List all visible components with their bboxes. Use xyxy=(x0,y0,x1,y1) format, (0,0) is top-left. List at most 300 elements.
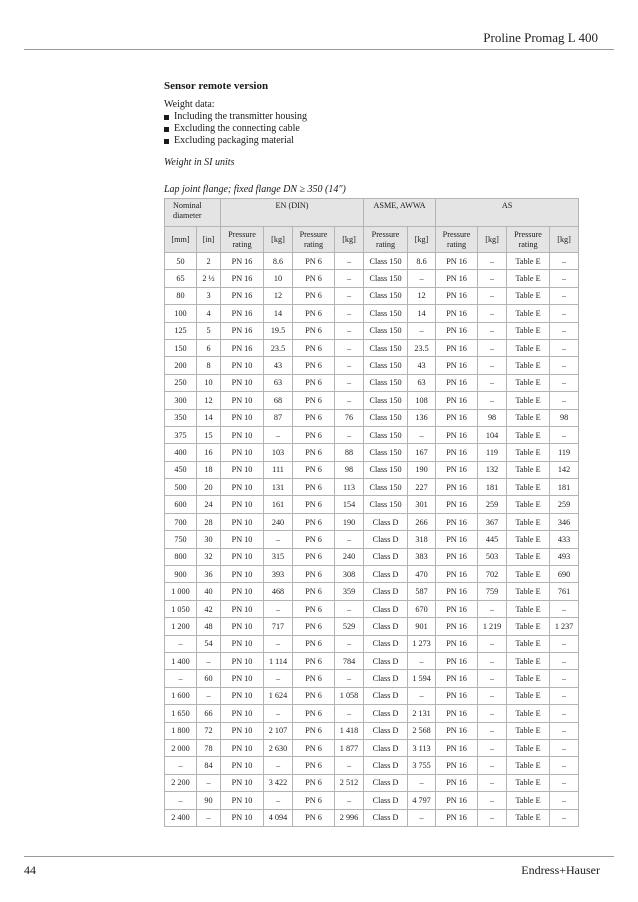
table-cell: PN 10 xyxy=(221,531,264,548)
table-cell: Table E xyxy=(507,409,550,426)
table-cell: 131 xyxy=(264,479,293,496)
table-cell: PN 16 xyxy=(436,444,478,461)
table-cell: 2 996 xyxy=(335,809,364,826)
header-en-din: EN (DIN) xyxy=(221,199,364,227)
table-cell: 76 xyxy=(335,409,364,426)
main-content xyxy=(164,80,578,827)
table-row xyxy=(165,809,579,826)
table-cell: – xyxy=(335,670,364,687)
table-cell: 1 200 xyxy=(165,618,197,635)
table-cell: 43 xyxy=(408,357,436,374)
table-cell: PN 6 xyxy=(293,357,335,374)
table-cell: 104 xyxy=(478,426,507,443)
table-cell: Class D xyxy=(364,635,408,652)
table-cell: 65 xyxy=(165,270,197,287)
table-cell: – xyxy=(478,305,507,322)
table-cell: Class 150 xyxy=(364,357,408,374)
bullet-item: Excluding packaging material xyxy=(164,135,578,147)
table-cell: 761 xyxy=(550,583,579,600)
table-cell: 6 xyxy=(197,339,221,356)
table-cell: – xyxy=(197,652,221,669)
table-cell: 2 131 xyxy=(408,705,436,722)
table-cell: 670 xyxy=(408,600,436,617)
table-cell: 400 xyxy=(165,444,197,461)
table-cell: PN 10 xyxy=(221,479,264,496)
table-cell: PN 6 xyxy=(293,409,335,426)
column-header: Pressure rating xyxy=(364,227,408,253)
table-cell: PN 16 xyxy=(436,479,478,496)
table-cell: 16 xyxy=(197,444,221,461)
table-cell: – xyxy=(478,739,507,756)
table-cell: PN 6 xyxy=(293,583,335,600)
table-cell: Class D xyxy=(364,583,408,600)
table-cell: 66 xyxy=(197,705,221,722)
table-cell: 1 114 xyxy=(264,652,293,669)
table-cell: 2 ½ xyxy=(197,270,221,287)
table-cell: Table E xyxy=(507,461,550,478)
table-cell: Table E xyxy=(507,531,550,548)
table-cell: PN 6 xyxy=(293,444,335,461)
table-cell: 5 xyxy=(197,322,221,339)
table-cell: – xyxy=(478,687,507,704)
table-cell: – xyxy=(408,270,436,287)
table-cell: 3 422 xyxy=(264,774,293,791)
table-cell: PN 6 xyxy=(293,270,335,287)
table-cell: Table E xyxy=(507,357,550,374)
table-cell: – xyxy=(550,705,579,722)
table-row xyxy=(165,705,579,722)
table-row xyxy=(165,496,579,513)
table-cell: – xyxy=(478,635,507,652)
table-cell: Class D xyxy=(364,687,408,704)
table-cell: 700 xyxy=(165,513,197,530)
table-cell: 2 xyxy=(197,253,221,270)
table-cell: – xyxy=(165,757,197,774)
table-row xyxy=(165,322,579,339)
table-cell: 10 xyxy=(264,270,293,287)
table-cell: PN 16 xyxy=(436,426,478,443)
table-cell: 240 xyxy=(264,513,293,530)
column-header: Pressure rating xyxy=(436,227,478,253)
table-cell: PN 16 xyxy=(436,409,478,426)
table-cell: Table E xyxy=(507,426,550,443)
table-cell: 119 xyxy=(550,444,579,461)
table-cell: 2 400 xyxy=(165,809,197,826)
table-row xyxy=(165,566,579,583)
table-cell: 150 xyxy=(165,339,197,356)
table-cell: – xyxy=(478,757,507,774)
table-cell: Class 150 xyxy=(364,426,408,443)
table-cell: 14 xyxy=(197,409,221,426)
table-cell: – xyxy=(550,635,579,652)
table-cell: 142 xyxy=(550,461,579,478)
table-cell: Class 150 xyxy=(364,479,408,496)
table-cell: – xyxy=(550,339,579,356)
table-cell: PN 16 xyxy=(436,722,478,739)
table-cell: 10 xyxy=(197,374,221,391)
table-cell: – xyxy=(550,253,579,270)
table-cell: 19.5 xyxy=(264,322,293,339)
table-cell: 113 xyxy=(335,479,364,496)
table-row xyxy=(165,444,579,461)
table-cell: PN 16 xyxy=(436,687,478,704)
table-cell: PN 16 xyxy=(221,322,264,339)
table-cell: – xyxy=(335,305,364,322)
table-cell: 84 xyxy=(197,757,221,774)
table-cell: 375 xyxy=(165,426,197,443)
table-cell: Class D xyxy=(364,705,408,722)
table-cell: Table E xyxy=(507,287,550,304)
header-asme-awwa: ASME, AWWA xyxy=(364,199,436,227)
table-cell: PN 16 xyxy=(436,253,478,270)
table-cell: Class D xyxy=(364,809,408,826)
table-cell: Class D xyxy=(364,618,408,635)
table-cell: 43 xyxy=(264,357,293,374)
table-row xyxy=(165,531,579,548)
table-cell: 600 xyxy=(165,496,197,513)
table-cell: 300 xyxy=(165,392,197,409)
table-cell: 503 xyxy=(478,548,507,565)
table-cell: 367 xyxy=(478,513,507,530)
table-cell: 702 xyxy=(478,566,507,583)
table-cell: Class 150 xyxy=(364,270,408,287)
table-cell: PN 16 xyxy=(436,809,478,826)
table-cell: PN 16 xyxy=(436,531,478,548)
table-cell: 98 xyxy=(335,461,364,478)
table-cell: 350 xyxy=(165,409,197,426)
table-cell: PN 16 xyxy=(436,287,478,304)
table-cell: – xyxy=(478,705,507,722)
page-number: 44 xyxy=(24,863,36,877)
table-cell: 72 xyxy=(197,722,221,739)
column-header: [kg] xyxy=(335,227,364,253)
table-row xyxy=(165,479,579,496)
table-cell: Class 150 xyxy=(364,339,408,356)
table-cell: 154 xyxy=(335,496,364,513)
table-cell: PN 10 xyxy=(221,513,264,530)
table-row xyxy=(165,583,579,600)
table-cell: – xyxy=(408,652,436,669)
table-cell: Class D xyxy=(364,757,408,774)
table-cell: Table E xyxy=(507,374,550,391)
table-cell: 14 xyxy=(408,305,436,322)
table-cell: 315 xyxy=(264,548,293,565)
table-cell: – xyxy=(550,392,579,409)
table-cell: 132 xyxy=(478,461,507,478)
table-cell: 2 630 xyxy=(264,739,293,756)
table-cell: 1 600 xyxy=(165,687,197,704)
table-row xyxy=(165,792,579,809)
table-row xyxy=(165,652,579,669)
table-cell: PN 16 xyxy=(436,305,478,322)
table-cell: Table E xyxy=(507,722,550,739)
table-cell: 98 xyxy=(550,409,579,426)
table-cell: PN 10 xyxy=(221,652,264,669)
table-cell: – xyxy=(335,253,364,270)
table-cell: – xyxy=(335,357,364,374)
table-cell: 181 xyxy=(550,479,579,496)
table-cell: – xyxy=(335,531,364,548)
section-title: Sensor remote version xyxy=(164,80,269,92)
table-cell: – xyxy=(550,270,579,287)
table-cell: – xyxy=(550,374,579,391)
table-cell: PN 10 xyxy=(221,792,264,809)
table-row xyxy=(165,305,579,322)
table-cell: – xyxy=(335,339,364,356)
table-cell: PN 16 xyxy=(436,357,478,374)
table-cell: PN 10 xyxy=(221,809,264,826)
table-cell: 100 xyxy=(165,305,197,322)
table-cell: Table E xyxy=(507,670,550,687)
table-cell: 318 xyxy=(408,531,436,548)
header-nominal-diameter: Nominal diameter xyxy=(165,199,221,227)
table-cell: PN 10 xyxy=(221,687,264,704)
header-as: AS xyxy=(436,199,579,227)
table-cell: Table E xyxy=(507,566,550,583)
table-cell: – xyxy=(478,339,507,356)
table-cell: PN 16 xyxy=(221,287,264,304)
table-cell: PN 6 xyxy=(293,670,335,687)
table-cell: PN 10 xyxy=(221,757,264,774)
table-cell: Class D xyxy=(364,739,408,756)
table-cell: 54 xyxy=(197,635,221,652)
table-row xyxy=(165,687,579,704)
table-cell: PN 6 xyxy=(293,548,335,565)
table-cell: 60 xyxy=(197,670,221,687)
table-cell: 1 050 xyxy=(165,600,197,617)
table-row xyxy=(165,253,579,270)
table-cell: – xyxy=(197,774,221,791)
table-cell: Table E xyxy=(507,444,550,461)
table-cell: – xyxy=(478,670,507,687)
table-cell: PN 10 xyxy=(221,705,264,722)
table-cell: PN 6 xyxy=(293,461,335,478)
table-row xyxy=(165,392,579,409)
table-cell: PN 6 xyxy=(293,392,335,409)
table-cell: – xyxy=(335,705,364,722)
table-cell: PN 6 xyxy=(293,322,335,339)
table-cell: – xyxy=(478,357,507,374)
weight-table xyxy=(164,198,579,827)
table-cell: PN 10 xyxy=(221,566,264,583)
table-cell: PN 10 xyxy=(221,774,264,791)
table-cell: Class 150 xyxy=(364,461,408,478)
table-cell: Table E xyxy=(507,774,550,791)
table-cell: PN 6 xyxy=(293,287,335,304)
table-cell: PN 16 xyxy=(436,600,478,617)
table-cell: – xyxy=(478,600,507,617)
table-cell: Class 150 xyxy=(364,322,408,339)
table-cell: 470 xyxy=(408,566,436,583)
table-cell: PN 6 xyxy=(293,757,335,774)
table-cell: Class D xyxy=(364,531,408,548)
table-cell: 250 xyxy=(165,374,197,391)
table-cell: – xyxy=(335,426,364,443)
table-cell: 266 xyxy=(408,513,436,530)
table-cell: 1 594 xyxy=(408,670,436,687)
table-cell: 1 058 xyxy=(335,687,364,704)
table-cell: 493 xyxy=(550,548,579,565)
table-cell: Table E xyxy=(507,792,550,809)
table-cell: PN 16 xyxy=(436,583,478,600)
table-cell: – xyxy=(335,322,364,339)
table-cell: – xyxy=(478,287,507,304)
table-cell: PN 6 xyxy=(293,374,335,391)
table-cell: Table E xyxy=(507,809,550,826)
table-row xyxy=(165,739,579,756)
table-cell: – xyxy=(478,270,507,287)
table-cell: PN 16 xyxy=(436,339,478,356)
table-cell: Class D xyxy=(364,792,408,809)
table-cell: 1 650 xyxy=(165,705,197,722)
table-cell: PN 6 xyxy=(293,339,335,356)
table-cell: 161 xyxy=(264,496,293,513)
table-cell: Table E xyxy=(507,652,550,669)
table-cell: PN 16 xyxy=(221,253,264,270)
table-cell: 1 624 xyxy=(264,687,293,704)
table-cell: PN 10 xyxy=(221,444,264,461)
table-cell: 1 800 xyxy=(165,722,197,739)
table-cell: 36 xyxy=(197,566,221,583)
table-cell: 690 xyxy=(550,566,579,583)
table-cell: Class 150 xyxy=(364,253,408,270)
table-cell: 750 xyxy=(165,531,197,548)
table-cell: – xyxy=(478,392,507,409)
table-cell: – xyxy=(408,809,436,826)
table-row xyxy=(165,270,579,287)
table-cell: – xyxy=(550,792,579,809)
table-cell: PN 10 xyxy=(221,426,264,443)
table-row xyxy=(165,774,579,791)
table-cell: – xyxy=(550,809,579,826)
table-row xyxy=(165,409,579,426)
table-cell: 433 xyxy=(550,531,579,548)
table-cell: – xyxy=(478,809,507,826)
table-cell: 108 xyxy=(408,392,436,409)
table-cell: 2 568 xyxy=(408,722,436,739)
table-cell: Class D xyxy=(364,548,408,565)
table-row xyxy=(165,513,579,530)
table-cell: 308 xyxy=(335,566,364,583)
table-row xyxy=(165,426,579,443)
table-cell: PN 6 xyxy=(293,566,335,583)
table-cell: 200 xyxy=(165,357,197,374)
table-cell: 259 xyxy=(478,496,507,513)
table-cell: Class 150 xyxy=(364,496,408,513)
table-cell: Table E xyxy=(507,635,550,652)
table-cell: – xyxy=(335,392,364,409)
table-row xyxy=(165,287,579,304)
table-cell: PN 6 xyxy=(293,809,335,826)
table-cell: PN 10 xyxy=(221,670,264,687)
table-cell: 800 xyxy=(165,548,197,565)
table-cell: PN 16 xyxy=(436,757,478,774)
table-cell: Class 150 xyxy=(364,374,408,391)
table-cell: 759 xyxy=(478,583,507,600)
table-cell: PN 16 xyxy=(436,774,478,791)
table-row xyxy=(165,339,579,356)
table-row xyxy=(165,461,579,478)
table-cell: Table E xyxy=(507,757,550,774)
table-cell: Table E xyxy=(507,270,550,287)
table-cell: PN 16 xyxy=(436,322,478,339)
table-cell: PN 10 xyxy=(221,461,264,478)
table-cell: – xyxy=(335,270,364,287)
table-cell: 393 xyxy=(264,566,293,583)
table-cell: 181 xyxy=(478,479,507,496)
table-cell: – xyxy=(165,635,197,652)
table-cell: 445 xyxy=(478,531,507,548)
table-cell: 190 xyxy=(408,461,436,478)
table-cell: 2 200 xyxy=(165,774,197,791)
table-cell: 259 xyxy=(550,496,579,513)
table-cell: PN 10 xyxy=(221,583,264,600)
table-cell: 8.6 xyxy=(264,253,293,270)
table-cell: 80 xyxy=(165,287,197,304)
table-row xyxy=(165,357,579,374)
table-cell: Class D xyxy=(364,670,408,687)
table-cell: 717 xyxy=(264,618,293,635)
table-cell: – xyxy=(264,600,293,617)
table-cell: 63 xyxy=(264,374,293,391)
table-cell: PN 6 xyxy=(293,305,335,322)
table-cell: 1 237 xyxy=(550,618,579,635)
table-cell: 1 000 xyxy=(165,583,197,600)
document-title: Proline Promag L 400 xyxy=(483,30,598,45)
table-cell: 136 xyxy=(408,409,436,426)
table-cell: Class D xyxy=(364,513,408,530)
table-row xyxy=(165,618,579,635)
table-cell: Table E xyxy=(507,253,550,270)
table-cell: PN 16 xyxy=(436,374,478,391)
table-cell: 12 xyxy=(408,287,436,304)
table-cell: PN 6 xyxy=(293,618,335,635)
table-cell: PN 6 xyxy=(293,496,335,513)
table-cell: PN 16 xyxy=(436,270,478,287)
table-cell: Table E xyxy=(507,322,550,339)
table-cell: PN 10 xyxy=(221,496,264,513)
table-caption: Lap joint flange; fixed flange DN ≥ 350 (14") xyxy=(164,184,346,195)
table-cell: 30 xyxy=(197,531,221,548)
table-cell: PN 10 xyxy=(221,618,264,635)
table-cell: – xyxy=(264,635,293,652)
table-cell: – xyxy=(165,670,197,687)
table-cell: PN 16 xyxy=(221,305,264,322)
table-cell: 28 xyxy=(197,513,221,530)
table-row xyxy=(165,635,579,652)
table-cell: Class D xyxy=(364,722,408,739)
table-cell: – xyxy=(550,357,579,374)
table-cell: Table E xyxy=(507,705,550,722)
table-cell: PN 6 xyxy=(293,426,335,443)
table-cell: PN 6 xyxy=(293,531,335,548)
table-cell: 3 113 xyxy=(408,739,436,756)
table-cell: Table E xyxy=(507,339,550,356)
column-header: [mm] xyxy=(165,227,197,253)
table-cell: 2 000 xyxy=(165,739,197,756)
table-cell: – xyxy=(478,322,507,339)
table-cell: – xyxy=(264,705,293,722)
table-cell: PN 6 xyxy=(293,687,335,704)
table-cell: PN 16 xyxy=(436,670,478,687)
table-cell: – xyxy=(165,792,197,809)
table-cell: Class D xyxy=(364,566,408,583)
table-cell: 500 xyxy=(165,479,197,496)
table-cell: PN 16 xyxy=(436,705,478,722)
table-cell: – xyxy=(478,374,507,391)
table-cell: PN 16 xyxy=(436,566,478,583)
table-cell: – xyxy=(335,635,364,652)
